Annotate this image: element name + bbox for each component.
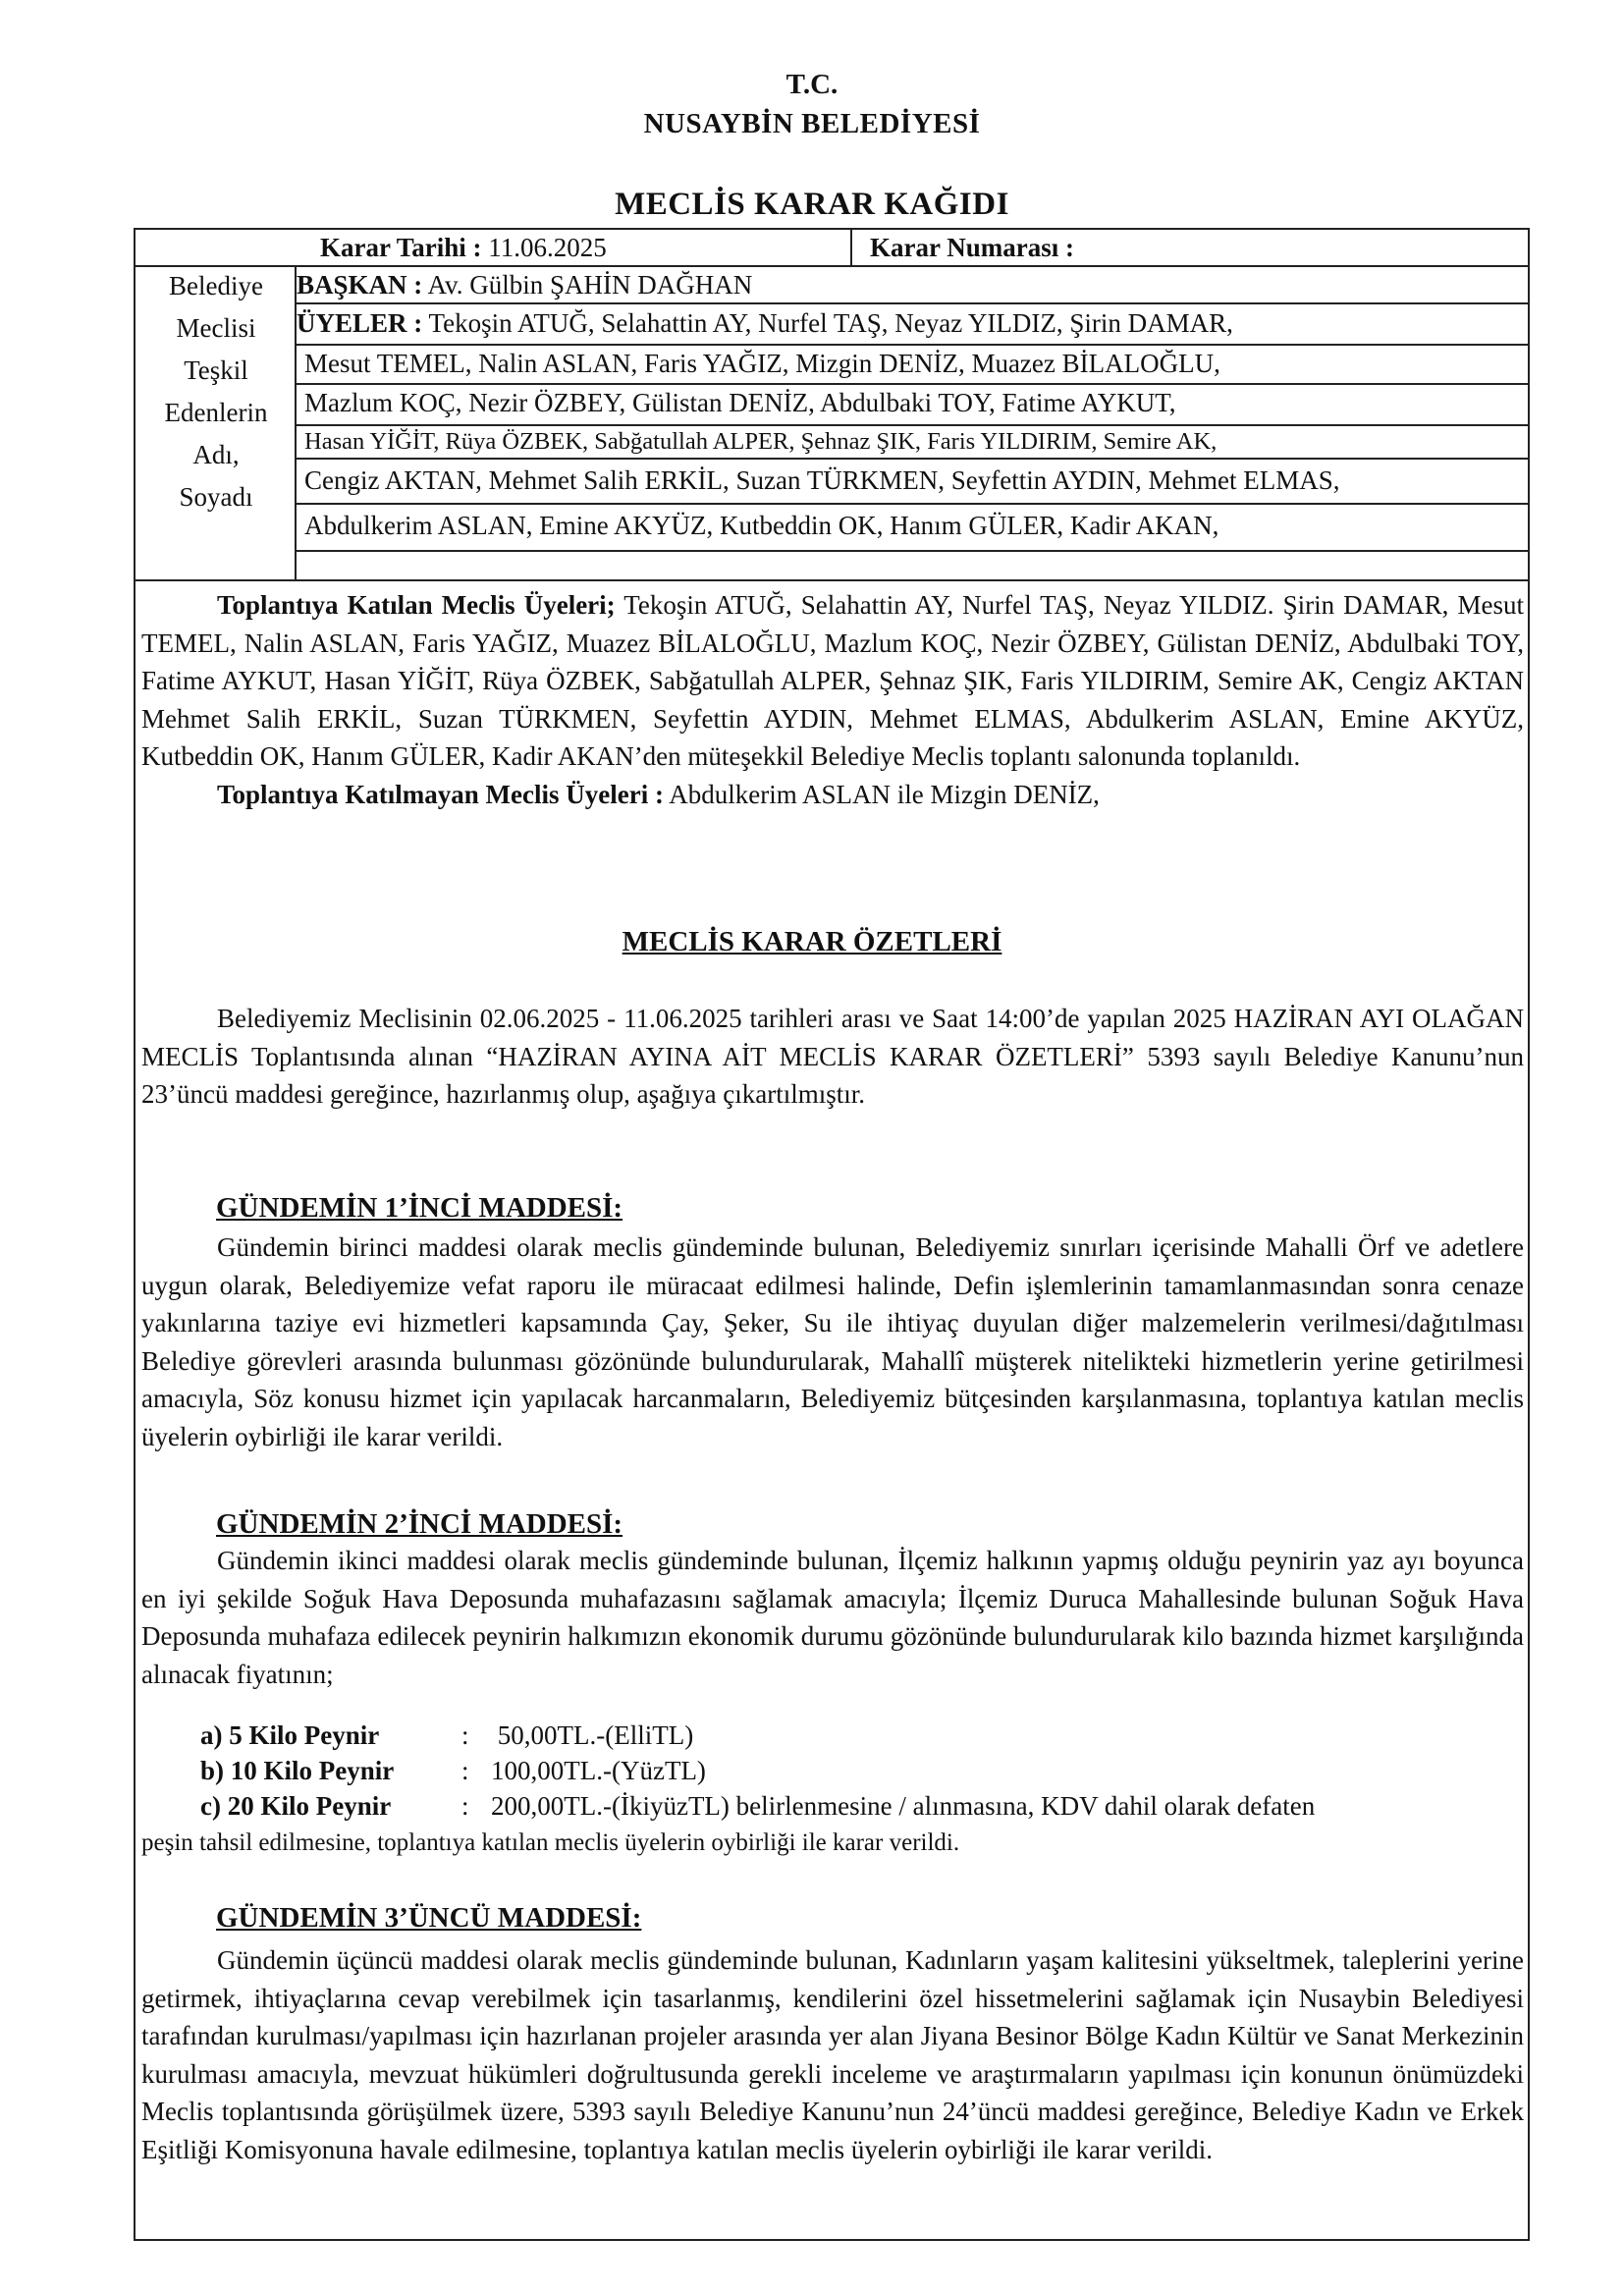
decision-date — [320, 232, 607, 263]
price-row-c — [200, 1791, 1315, 1822]
table-rule — [295, 344, 1530, 346]
price-label: c) 20 Kilo Peynir — [200, 1791, 392, 1821]
members-label: ÜYELER : — [297, 308, 423, 338]
summary-intro — [141, 1000, 1524, 1114]
item3-body — [141, 1941, 1524, 2168]
price-sep: : — [461, 1756, 469, 1785]
price-label: b) 10 Kilo Peynir — [200, 1756, 395, 1785]
item2-title: GÜNDEMİN 2’İNCİ MADDESİ: — [216, 1508, 623, 1540]
table-rule — [295, 458, 1530, 460]
table-rule — [134, 265, 1530, 267]
attended-text: Tekoşin ATUĞ, Selahattin AY, Nurfel TAŞ, Neyaz YILDIZ. Şirin DAMAR, Mesut TEMEL, Nalin ASLAN, Faris YAĞIZ, Muazez BİLALOĞLU, Mazlum KOÇ, Nezir ÖZBEY, Gülistan DENİZ, Abdulbaki TOY, Fatime AYKUT, Hasan YİĞİT, Rüya ÖZBEK, Sabğatullah ALPER, Şehnaz ŞIK, Faris YILDIRIM, Semire AK, Cengiz AKTAN Mehmet Salih ERKİL, Suzan TÜRKMEN, Seyfettin AYDIN, Mehmet ELMAS, Abdulkerim ASLAN, Emine AKYÜZ, Kutbeddin OK, Hanım GÜLER, Kadir AKAN’den müteşekkil Belediye Meclis toplantı salonunda toplanıldı. — [141, 590, 1524, 771]
absent-label: Toplantıya Katılmayan Meclis Üyeleri : — [217, 779, 664, 809]
absent-paragraph — [141, 776, 1524, 814]
price-row-b — [200, 1756, 706, 1786]
sidebar-line: Teşkil — [184, 355, 248, 385]
attendance-section — [141, 586, 1524, 813]
sidebar-line: Edenlerin — [164, 398, 268, 427]
item2-closing: peşin tahsil edilmesine, toplantıya katılan meclis üyelerin oybirliği ile karar verildi. — [141, 1829, 960, 1856]
attended-paragraph — [141, 586, 1524, 776]
item3-title: GÜNDEMİN 3’ÜNCÜ MADDESİ: — [216, 1902, 642, 1934]
sidebar-line: Adı, — [192, 440, 240, 469]
table-rule — [295, 424, 1530, 426]
summary-title: MECLİS KARAR ÖZETLERİ — [622, 926, 1002, 957]
decision-date-label: Karar Tarihi : — [320, 233, 482, 262]
price-value: 100,00TL.-(YüzTL) — [491, 1756, 706, 1785]
price-value: 50,00TL.-(ElliTL) — [491, 1720, 694, 1750]
decision-number-label: Karar Numarası : — [870, 233, 1074, 262]
members-line: Abdulkerim ASLAN, Emine AKYÜZ, Kutbeddin OK, Hanım GÜLER, Kadir AKAN, — [304, 511, 1219, 540]
chair-row — [297, 269, 752, 300]
price-sep: : — [461, 1720, 469, 1750]
item2-body — [141, 1542, 1524, 1693]
sidebar-line: Meclisi — [176, 313, 256, 343]
item3-text: Gündemin üçüncü maddesi olarak meclis gündeminde bulunan, Kadınların yaşam kalitesini yükseltmek, taleplerini yerine getirmek, ihtiyaçlarına cevap verebilmek için tasarlanmış, kendilerini özel hissetmelerini sağlamak için Nusaybin Belediyesi tarafından kurulması/yapılması için hazırlanan projeler arasında yer alan Jiyana Besinor Bölge Kadın Kültür ve Sanat Merkezinin kurulması amacıyla, mevzuat hükümleri doğrultusunda gerekli inceleme ve araştırmaların yapılması için konunun önümüzdeki Meclis toplantısında görüşülmek üzere, 5393 sayılı Belediye Kanunu’nun 24’üncü maddesi gereğince, Belediye Kadın ve Erkek Eşitliği Komisyonuna havale edilmesine, toplantıya katılan meclis üyelerin oybirliği ile karar verildi. — [141, 1945, 1524, 2164]
attended-label: Toplantıya Katılan Meclis Üyeleri; — [217, 590, 616, 620]
absent-text: Abdulkerim ASLAN ile Mizgin DENİZ, — [663, 779, 1100, 809]
table-rule — [134, 579, 1530, 581]
item1-title: GÜNDEMİN 1’İNCİ MADDESİ: — [216, 1192, 623, 1224]
header-tc: T.C. — [785, 69, 839, 100]
council-sidebar — [137, 265, 295, 518]
sidebar-line: Soyadı — [179, 482, 253, 512]
sidebar-line: Belediye — [169, 271, 263, 300]
item1-text: Gündemin birinci maddesi olarak meclis gündeminde bulunan, Belediyemiz sınırları içerisinde Mahalli Örf ve adetlere uygun olarak, Belediyemize vefat raporu ile müracaat edilmesi halinde, Defin işlemlerinin tamamlanmasından sonra cenaze yakınlarına taziye evi hizmetleri kapsamında Çay, Şeker, Su ile ihtiyaç duyulan diğer malzemelerin verilmesi/dağıtılması Belediye görevleri arasında bulunması gözönünde bulundurularak, Mahallî müşterek nitelikteki hizmetlerin yerine getirilmesi amacıyla, Söz konusu hizmet için yapılacak harcanmaların, Belediyemiz bütçesinden karşılanmasına, toplantıya katılan meclis üyelerin oybirliği ile karar verildi. — [141, 1232, 1524, 1451]
table-rule — [295, 383, 1530, 385]
document-title: MECLİS KARAR KAĞIDI — [615, 187, 1009, 222]
chair-name: Av. Gülbin ŞAHİN DAĞHAN — [427, 270, 753, 300]
table-rule — [295, 302, 1530, 304]
members-line: Cengiz AKTAN, Mehmet Salih ERKİL, Suzan TÜRKMEN, Seyfettin AYDIN, Mehmet ELMAS, — [304, 465, 1340, 495]
price-label: a) 5 Kilo Peynir — [200, 1720, 380, 1750]
price-row-a — [200, 1720, 693, 1751]
item2-text: Gündemin ikinci maddesi olarak meclis gündeminde bulunan, İlçemiz halkının yapmış olduğu peynirin yaz ayı boyunca en iyi şekilde Soğuk Hava Deposunda muhafazasını sağlamak amacıyla; İlçemiz Duruca Mahallesinde bulunan Soğuk Hava Deposunda muhafaza edilecek peynirin halkımızın ekonomik durumu gözönünde bulundurularak kilo bazında hizmet karşılığında alınacak fiyatının; — [141, 1546, 1524, 1689]
members-names: Tekoşin ATUĞ, Selahattin AY, Nurfel TAŞ, Neyaz YILDIZ, Şirin DAMAR, — [428, 308, 1233, 338]
chair-label: BAŞKAN : — [297, 270, 423, 300]
price-sep: : — [461, 1791, 469, 1821]
members-row — [297, 307, 1233, 339]
item1-body — [141, 1228, 1524, 1455]
decision-date-value: 11.06.2025 — [488, 233, 607, 262]
members-line: Mazlum KOÇ, Nezir ÖZBEY, Gülistan DENİZ, Abdulbaki TOY, Fatime AYKUT, — [304, 388, 1176, 417]
members-line: Mesut TEMEL, Nalin ASLAN, Faris YAĞIZ, Mizgin DENİZ, Muazez BİLALOĞLU, — [304, 349, 1220, 378]
price-value: 200,00TL.-(İkiyüzTL) belirlenmesine / alınmasına, KDV dahil olarak defaten — [491, 1791, 1316, 1821]
summary-intro-text: Belediyemiz Meclisinin 02.06.2025 - 11.06.2025 tarihleri arası ve Saat 14:00’de yapılan 2025 HAZİRAN AYI OLAĞAN MECLİS Toplantısında alınan “HAZİRAN AYINA AİT MECLİS KARAR ÖZETLERİ” 5393 sayılı Belediye Kanunu’nun 23’üncü maddesi gereğince, hazırlanmış olup, aşağıya çıkartılmıştır. — [141, 1004, 1524, 1109]
table-rule — [295, 503, 1530, 505]
header-municipality: NUSAYBİN BELEDİYESİ — [643, 108, 981, 139]
table-divider — [850, 228, 852, 265]
members-line: Hasan YİĞİT, Rüya ÖZBEK, Sabğatullah ALPER, Şehnaz ŞIK, Faris YILDIRIM, Semire AK, — [304, 428, 1218, 455]
table-rule — [295, 550, 1530, 552]
